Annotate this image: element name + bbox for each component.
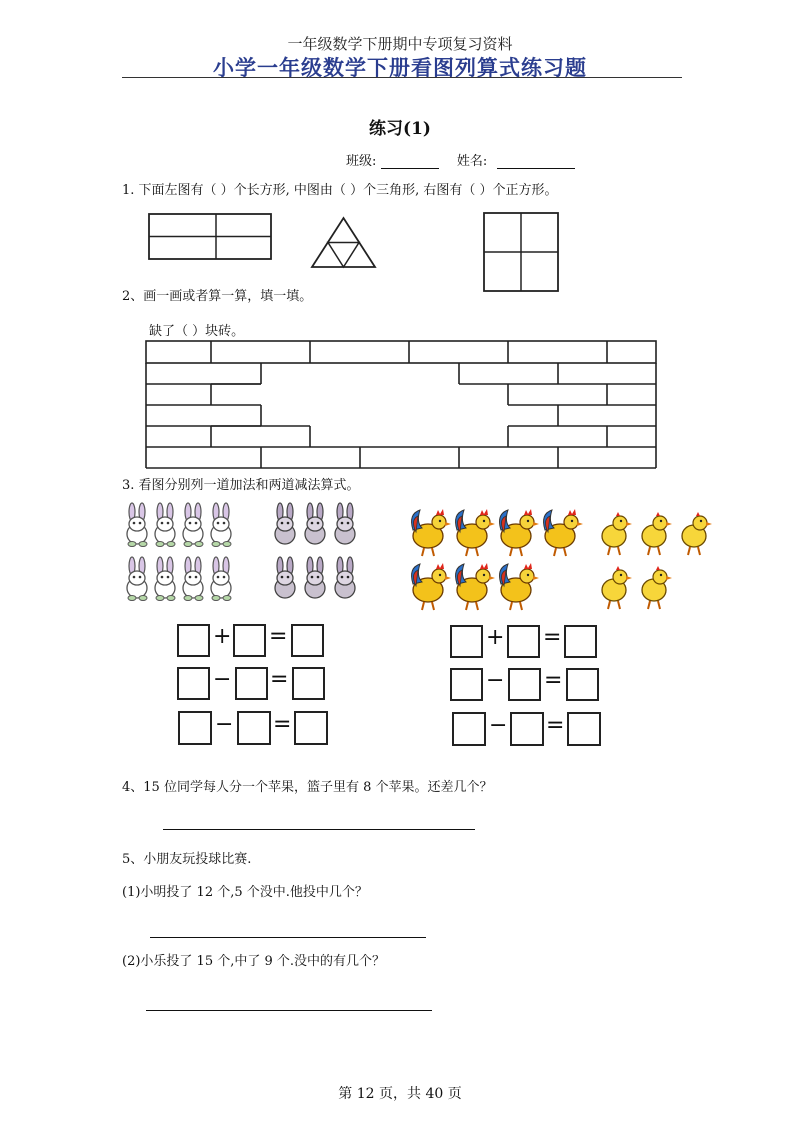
answer-box[interactable] bbox=[294, 711, 328, 745]
header-divider bbox=[122, 77, 682, 78]
equals-sign: = bbox=[269, 624, 288, 649]
question-4-text: 4、15 位同学每人分一个苹果，篮子里有 8 个苹果。还差几个？ bbox=[122, 780, 493, 795]
equals-sign: = bbox=[273, 712, 292, 737]
rabbit-icon bbox=[275, 503, 355, 598]
answer-box[interactable] bbox=[507, 625, 540, 658]
answer-box[interactable] bbox=[233, 624, 266, 657]
question-5-part-1: (1)小明投了 12 个,5 个没中.他投中几个？ bbox=[122, 885, 368, 900]
answer-box[interactable] bbox=[564, 625, 597, 658]
answer-box[interactable] bbox=[567, 712, 601, 746]
answer-box[interactable] bbox=[508, 668, 541, 701]
minus-sign: − bbox=[486, 668, 505, 693]
question-3-text: 3. 看图分别列一道加法和两道减法算式。 bbox=[122, 478, 360, 493]
student-info-row bbox=[346, 150, 575, 169]
answer-box[interactable] bbox=[177, 624, 210, 657]
answer-box[interactable] bbox=[177, 667, 210, 700]
chick-icon bbox=[602, 512, 712, 609]
equals-sign: = bbox=[546, 713, 565, 738]
question-1-text: 1. 下面左图有（ ）个长方形, 中图由（ ）个三角形, 右图有（ ）个正方形。 bbox=[122, 183, 558, 198]
plus-sign: + bbox=[486, 625, 505, 650]
document-title: 小学一年级数学下册看图列算式练习题 bbox=[213, 55, 587, 80]
exercise-title: 练习(1) bbox=[369, 119, 431, 139]
answer-box[interactable] bbox=[566, 668, 599, 701]
square-figure bbox=[484, 213, 558, 291]
triangle-figure bbox=[312, 218, 375, 267]
answer-box[interactable] bbox=[450, 668, 483, 701]
class-label: 班级: bbox=[346, 154, 377, 169]
answer-line[interactable] bbox=[163, 829, 475, 830]
q1-figures bbox=[140, 208, 580, 294]
minus-sign: − bbox=[213, 667, 232, 692]
plus-sign: + bbox=[213, 624, 232, 649]
name-label: 姓名: bbox=[456, 154, 488, 169]
question-5-text: 5、小朋友玩投球比赛. bbox=[122, 852, 252, 867]
answer-box[interactable] bbox=[235, 667, 268, 700]
answer-box[interactable] bbox=[452, 712, 486, 746]
answer-box[interactable] bbox=[450, 625, 483, 658]
answer-box[interactable] bbox=[510, 712, 544, 746]
q3-pictures bbox=[120, 500, 740, 618]
question-2-text: 2、画一画或者算一算，填一填。 bbox=[122, 289, 313, 304]
equals-sign: = bbox=[544, 668, 563, 693]
answer-box[interactable] bbox=[292, 667, 325, 700]
class-blank[interactable] bbox=[381, 156, 439, 169]
equals-sign: = bbox=[543, 625, 562, 650]
answer-box[interactable] bbox=[237, 711, 271, 745]
question-2-subtext: 缺了（ ）块砖。 bbox=[149, 324, 245, 339]
minus-sign: − bbox=[489, 713, 508, 738]
equals-sign: = bbox=[270, 667, 289, 692]
brick-wall bbox=[144, 339, 659, 471]
answer-line[interactable] bbox=[146, 1010, 432, 1011]
document-subtitle: 一年级数学下册期中专项复习资料 bbox=[287, 35, 513, 53]
rooster-icon bbox=[412, 509, 583, 610]
page-number: 第 12 页，共 40 页 bbox=[338, 1086, 462, 1102]
rabbit-icon bbox=[127, 503, 231, 601]
answer-box[interactable] bbox=[291, 624, 324, 657]
answer-box[interactable] bbox=[178, 711, 212, 745]
rectangle-figure bbox=[149, 214, 271, 259]
answer-line[interactable] bbox=[150, 937, 426, 938]
question-5-part-2: (2)小乐投了 15 个,中了 9 个.没中的有几个？ bbox=[122, 954, 386, 969]
name-blank[interactable] bbox=[497, 156, 575, 169]
minus-sign: − bbox=[215, 712, 234, 737]
